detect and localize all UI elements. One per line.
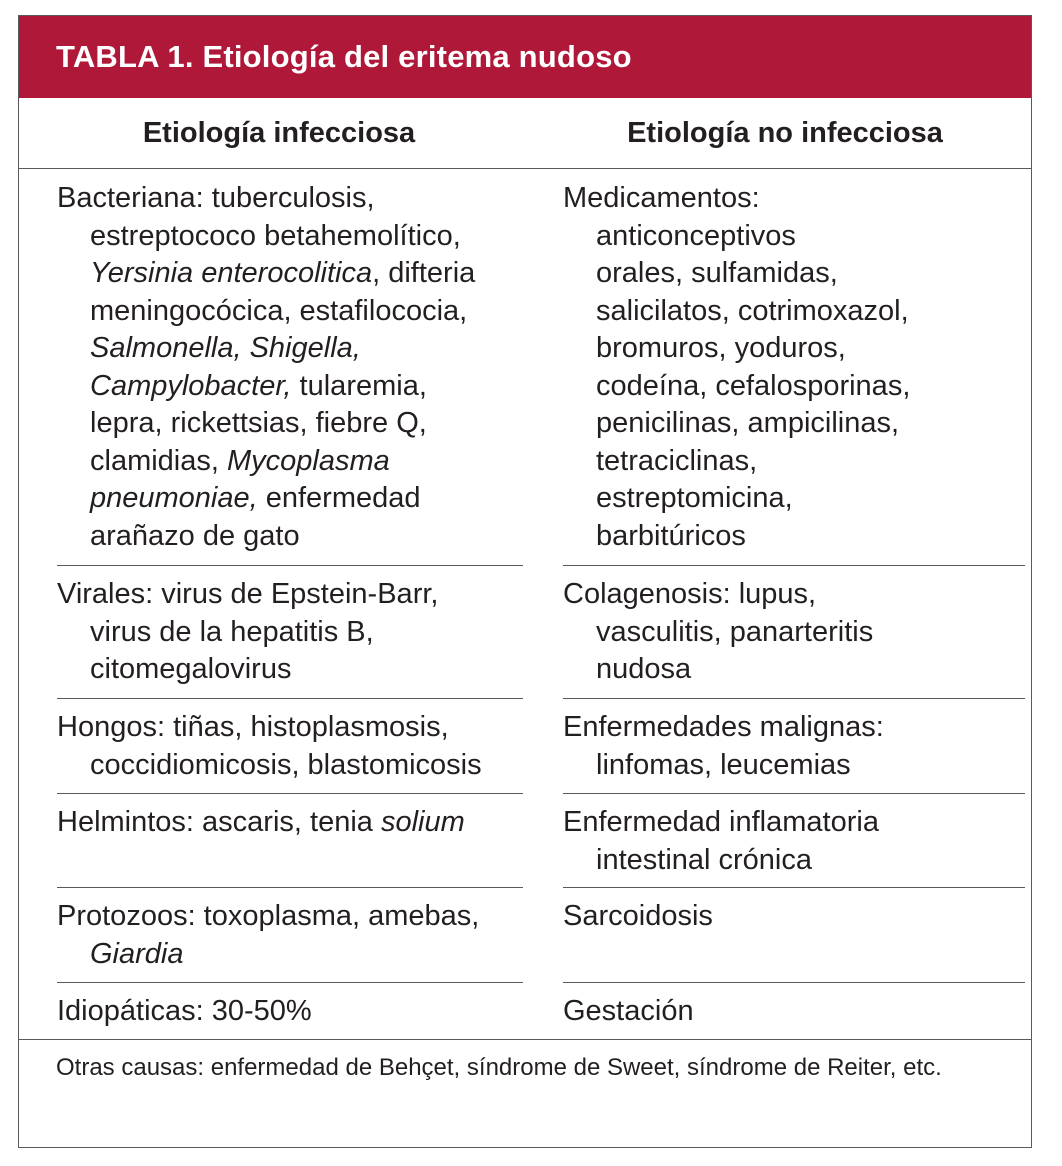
text-segment: linfomas, leucemias <box>596 748 851 781</box>
cell-infectious <box>57 180 537 555</box>
text-segment: Medicamentos: <box>563 182 760 214</box>
cell-line <box>563 368 1023 406</box>
text-segment: Gestación <box>563 995 694 1027</box>
row-divider <box>57 887 523 888</box>
italic-term: Campylobacter, <box>90 369 292 402</box>
text-segment: vasculitis, panarteritis <box>596 615 874 648</box>
footnote-divider <box>19 1039 1031 1040</box>
text-segment: Helmintos: ascaris, tenia <box>57 806 381 838</box>
text-segment: , difteria <box>372 257 476 289</box>
header-non-infectious: Etiología no infecciosa <box>627 116 943 149</box>
text-segment: codeína, cefalosporinas, <box>596 369 911 402</box>
row-divider <box>563 982 1025 983</box>
cell-line <box>563 842 1023 880</box>
table-footnote: Otras causas: enfermedad de Behçet, síndrome de Sweet, síndrome de Reiter, etc. <box>56 1054 942 1081</box>
text-segment: tularemia, <box>291 369 427 402</box>
cell-line <box>563 651 1023 689</box>
cell-line <box>563 180 1023 218</box>
cell-line <box>57 255 537 293</box>
italic-term: Giardia <box>90 937 184 970</box>
text-segment: tetraciclinas, <box>596 444 758 477</box>
text-segment: lepra, rickettsias, fiebre Q, <box>90 407 427 439</box>
cell-line <box>57 218 537 256</box>
cell-line <box>57 293 537 331</box>
italic-term: Salmonella, Shigella, <box>90 332 361 364</box>
text-segment: citomegalovirus <box>90 653 292 685</box>
cell-line <box>57 747 537 785</box>
table-title: TABLA 1. Etiología del eritema nudoso <box>19 16 1031 98</box>
cell-line <box>563 576 1023 614</box>
text-segment: bromuros, yoduros, <box>596 332 846 364</box>
text-segment: Enfermedades malignas: <box>563 711 884 743</box>
text-segment: clamidias, <box>90 444 227 477</box>
text-segment: intestinal crónica <box>596 843 812 876</box>
text-segment: orales, sulfamidas, <box>596 257 838 289</box>
text-segment: anticonceptivos <box>596 219 796 252</box>
italic-term: pneumoniae, <box>90 482 258 514</box>
text-segment: nudosa <box>596 653 692 685</box>
cell-line <box>57 405 537 443</box>
row-divider <box>57 982 523 983</box>
cell-line <box>57 330 537 368</box>
cell-line <box>563 614 1023 652</box>
text-segment: Colagenosis: lupus, <box>563 578 817 610</box>
cell-non-infectious <box>563 804 1023 879</box>
cell-infectious <box>57 804 537 842</box>
cell-line <box>563 518 1023 556</box>
text-segment: estreptomicina, <box>596 482 793 514</box>
text-segment: barbitúricos <box>596 519 746 552</box>
text-segment: Bacteriana: tuberculosis, <box>57 182 375 214</box>
cell-line <box>57 651 537 689</box>
cell-non-infectious <box>563 576 1023 689</box>
cell-non-infectious <box>563 993 1023 1031</box>
cell-non-infectious <box>563 180 1023 555</box>
table-row <box>19 709 1031 789</box>
cell-infectious <box>57 898 537 973</box>
cell-line <box>563 747 1023 785</box>
row-divider <box>57 565 523 566</box>
text-segment: virus de la hepatitis B, <box>90 615 374 648</box>
cell-line <box>57 368 537 406</box>
row-divider <box>563 698 1025 699</box>
cell-line <box>57 576 537 614</box>
row-divider <box>57 793 523 794</box>
italic-term: Yersinia enterocolitica <box>90 257 373 289</box>
cell-line <box>57 518 537 556</box>
text-segment: enfermedad <box>257 482 421 514</box>
text-segment: arañazo de gato <box>90 519 300 552</box>
cell-line <box>563 330 1023 368</box>
text-segment: Enfermedad inflamatoria <box>563 806 879 838</box>
row-divider <box>563 887 1025 888</box>
cell-line <box>57 709 537 747</box>
italic-term: solium <box>380 806 465 838</box>
cell-line <box>563 898 1023 936</box>
text-segment: salicilatos, cotrimoxazol, <box>596 294 909 327</box>
etiology-table <box>18 15 1032 1148</box>
cell-line <box>563 709 1023 747</box>
cell-line <box>563 443 1023 481</box>
cell-line <box>563 993 1023 1031</box>
cell-line <box>57 480 537 518</box>
table-row <box>19 898 1031 978</box>
table-row <box>19 993 1031 1035</box>
cell-line <box>57 804 537 842</box>
text-segment: coccidiomicosis, blastomicosis <box>90 748 482 781</box>
cell-line <box>563 218 1023 256</box>
cell-non-infectious <box>563 898 1023 936</box>
cell-line <box>563 293 1023 331</box>
cell-line <box>563 804 1023 842</box>
text-segment: penicilinas, ampicilinas, <box>596 407 900 439</box>
text-segment: Virales: virus de Epstein-Barr, <box>57 578 439 610</box>
cell-line <box>563 405 1023 443</box>
table-row <box>19 576 1031 694</box>
italic-term: Mycoplasma <box>227 444 390 477</box>
cell-line <box>57 898 537 936</box>
row-divider <box>563 793 1025 794</box>
header-infectious: Etiología infecciosa <box>142 116 416 149</box>
cell-line <box>563 255 1023 293</box>
table-row <box>19 180 1031 560</box>
text-segment: Idiopáticas: 30-50% <box>57 995 312 1027</box>
row-divider <box>57 698 523 699</box>
text-segment: Protozoos: toxoplasma, amebas, <box>57 900 480 932</box>
cell-infectious <box>57 993 537 1031</box>
table-row <box>19 804 1031 884</box>
text-segment: estreptococo betahemolítico, <box>90 219 461 252</box>
text-segment: Sarcoidosis <box>563 900 713 932</box>
table-header-row <box>19 98 1031 169</box>
cell-line <box>57 993 537 1031</box>
cell-line <box>57 936 537 974</box>
cell-line <box>57 614 537 652</box>
text-segment: meningocócica, estafilococia, <box>90 294 468 327</box>
cell-infectious <box>57 709 537 784</box>
cell-non-infectious <box>563 709 1023 784</box>
cell-line <box>563 480 1023 518</box>
cell-line <box>57 180 537 218</box>
row-divider <box>563 565 1025 566</box>
text-segment: Hongos: tiñas, histoplasmosis, <box>57 711 449 743</box>
cell-infectious <box>57 576 537 689</box>
cell-line <box>57 443 537 481</box>
